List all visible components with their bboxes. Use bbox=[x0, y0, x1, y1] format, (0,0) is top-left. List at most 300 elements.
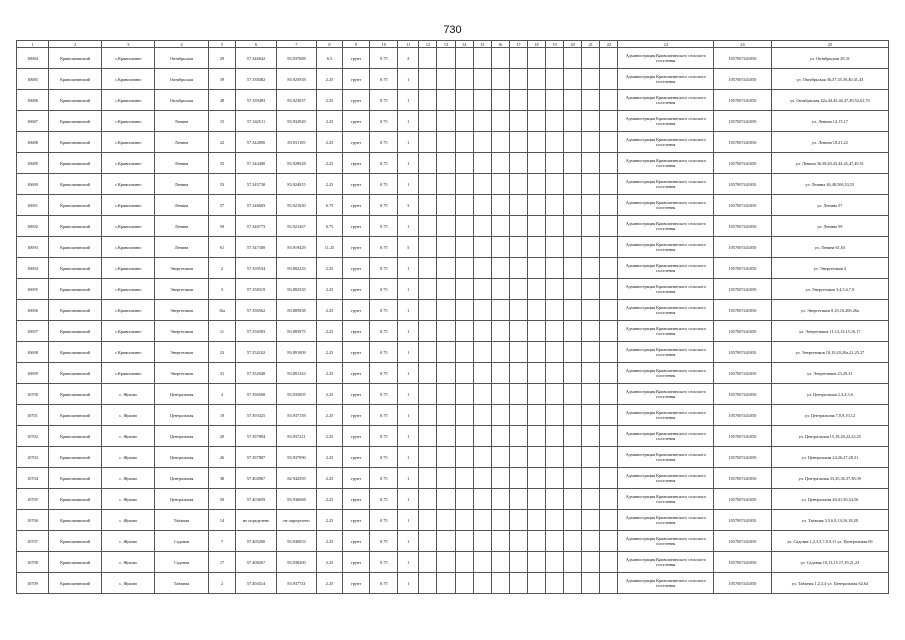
table-cell: 83.938200 bbox=[276, 552, 316, 573]
table-cell: 11.25 bbox=[317, 237, 343, 258]
table-row bbox=[17, 321, 889, 342]
table-cell bbox=[582, 489, 600, 510]
table-cell bbox=[437, 426, 455, 447]
table-cell bbox=[527, 216, 545, 237]
table-row bbox=[17, 489, 889, 510]
table-cell bbox=[437, 552, 455, 573]
table-cell: Садовая bbox=[155, 531, 208, 552]
table-cell: Кривошеинский bbox=[48, 552, 101, 573]
table-cell: 1057007441050 bbox=[714, 216, 771, 237]
table-cell: 10707 bbox=[17, 531, 49, 552]
table-cell: 1057007441050 bbox=[714, 174, 771, 195]
table-cell: Администрация Кривошеинского сельского поселения bbox=[618, 363, 714, 384]
table-cell: Ленина bbox=[155, 237, 208, 258]
table-row bbox=[17, 216, 889, 237]
table-cell bbox=[564, 300, 582, 321]
table-cell bbox=[419, 447, 437, 468]
table-cell bbox=[473, 279, 491, 300]
table-cell bbox=[582, 216, 600, 237]
table-cell: 2.25 bbox=[317, 468, 343, 489]
table-cell: 0.75 bbox=[370, 279, 398, 300]
table-cell: Кривошеинский bbox=[48, 174, 101, 195]
table-cell bbox=[437, 132, 455, 153]
table-cell: с. Жуково bbox=[102, 447, 155, 468]
table-cell bbox=[546, 153, 564, 174]
table-cell bbox=[455, 216, 473, 237]
table-cell: грунт bbox=[342, 132, 370, 153]
table-cell bbox=[527, 384, 545, 405]
table-cell: Администрация Кривошеинского сельского поселения bbox=[618, 531, 714, 552]
table-cell: 83.935005 bbox=[276, 384, 316, 405]
table-cell: 2.25 bbox=[317, 258, 343, 279]
table-cell: Администрация Кривошеинского сельского поселения bbox=[618, 405, 714, 426]
table-cell: Администрация Кривошеинского сельского поселения bbox=[618, 69, 714, 90]
table-cell: 0.75 bbox=[370, 447, 398, 468]
table-cell: 1 bbox=[398, 258, 419, 279]
table-cell: 1 bbox=[398, 447, 419, 468]
table-cell bbox=[419, 279, 437, 300]
table-cell: ул. Энергетиков 23,29,31 bbox=[771, 363, 888, 384]
table-cell: ул. Центральная 2,3,4,5,6 bbox=[771, 384, 888, 405]
table-cell bbox=[527, 132, 545, 153]
table-cell: Кривошеинский bbox=[48, 531, 101, 552]
table-cell: 2.25 bbox=[317, 573, 343, 594]
table-cell: Администрация Кривошеинского сельского поселения bbox=[618, 153, 714, 174]
table-cell bbox=[600, 111, 618, 132]
table-cell: 83.928928 bbox=[276, 153, 316, 174]
table-cell bbox=[509, 90, 527, 111]
table-cell bbox=[600, 174, 618, 195]
table-cell bbox=[491, 363, 509, 384]
table-cell: Администрация Кривошеинского сельского поселения bbox=[618, 321, 714, 342]
table-cell: Ленина bbox=[155, 111, 208, 132]
table-cell bbox=[491, 531, 509, 552]
column-header: 13 bbox=[437, 41, 455, 48]
table-cell bbox=[473, 321, 491, 342]
table-cell: 16а bbox=[208, 300, 236, 321]
table-cell bbox=[546, 111, 564, 132]
table-cell: 57.397894 bbox=[236, 426, 276, 447]
table-cell bbox=[564, 153, 582, 174]
table-cell: ул. Садовая 1,2,3,5,7,8,9,11 ул. Центральная 69 bbox=[771, 531, 888, 552]
table-cell: 0.75 bbox=[370, 321, 398, 342]
table-cell: 57 bbox=[208, 195, 236, 216]
table-cell: Кривошеинский bbox=[48, 153, 101, 174]
table-cell: 2.25 bbox=[317, 321, 343, 342]
table-cell: 1 bbox=[398, 342, 419, 363]
table-cell: Администрация Кривошеинского сельского поселения bbox=[618, 426, 714, 447]
table-cell bbox=[564, 342, 582, 363]
table-cell: 1 bbox=[398, 132, 419, 153]
table-cell: ул. Центральная 15,18,20,22,23,25 bbox=[771, 426, 888, 447]
table-cell: 1057007441050 bbox=[714, 132, 771, 153]
table-cell bbox=[455, 468, 473, 489]
table-cell: Администрация Кривошеинского сельского поселения bbox=[618, 132, 714, 153]
table-cell bbox=[564, 573, 582, 594]
table-cell bbox=[419, 531, 437, 552]
table-cell: 10702 bbox=[17, 426, 49, 447]
table-cell bbox=[419, 489, 437, 510]
table-cell: Администрация Кривошеинского сельского поселения bbox=[618, 552, 714, 573]
table-cell bbox=[564, 216, 582, 237]
table-cell bbox=[509, 447, 527, 468]
table-cell: 0.75 bbox=[370, 237, 398, 258]
table-cell bbox=[491, 90, 509, 111]
table-cell: 10701 bbox=[17, 405, 49, 426]
table-cell: 2.25 bbox=[317, 111, 343, 132]
table-row bbox=[17, 384, 889, 405]
table-cell: 1 bbox=[398, 363, 419, 384]
table-cell: не определено bbox=[276, 510, 316, 531]
table-cell: грунт bbox=[342, 363, 370, 384]
table-cell bbox=[455, 279, 473, 300]
table-cell: 1 bbox=[398, 426, 419, 447]
table-cell: 10704 bbox=[17, 468, 49, 489]
table-cell: Кривошеинский bbox=[48, 216, 101, 237]
table-cell: 23 bbox=[208, 342, 236, 363]
table-cell bbox=[455, 552, 473, 573]
table-cell bbox=[546, 531, 564, 552]
table-cell bbox=[600, 69, 618, 90]
table-cell: ул. Октябрьская 36,37,35,39,40,41,43 bbox=[771, 69, 888, 90]
table-cell: 10706 bbox=[17, 510, 49, 531]
table-cell: 10693 bbox=[17, 237, 49, 258]
table-cell bbox=[455, 69, 473, 90]
table-row bbox=[17, 132, 889, 153]
table-row bbox=[17, 552, 889, 573]
table-cell: ул. Энергетиков 11,12,13,15,16,17 bbox=[771, 321, 888, 342]
table-cell: 1057007441050 bbox=[714, 384, 771, 405]
table-cell: 1 bbox=[398, 111, 419, 132]
table-cell bbox=[546, 321, 564, 342]
table-cell: Администрация Кривошеинского сельского поселения bbox=[618, 279, 714, 300]
table-cell bbox=[473, 258, 491, 279]
table-cell: Администрация Кривошеинского сельского поселения bbox=[618, 174, 714, 195]
table-cell bbox=[546, 447, 564, 468]
table-cell: 0.75 bbox=[370, 48, 398, 69]
table-cell: 10685 bbox=[17, 69, 49, 90]
table-cell: 1 bbox=[398, 279, 419, 300]
table-cell bbox=[509, 573, 527, 594]
table-cell bbox=[419, 90, 437, 111]
table-row bbox=[17, 153, 889, 174]
table-cell bbox=[419, 510, 437, 531]
table-cell: с.Кривошеино bbox=[102, 111, 155, 132]
table-cell: 2.25 bbox=[317, 489, 343, 510]
table-cell: ул. Центральная 40,41,50,34,56 bbox=[771, 489, 888, 510]
table-cell bbox=[437, 384, 455, 405]
table-cell: ул. Энергетиков 8,10,16,20б,26а bbox=[771, 300, 888, 321]
table-cell bbox=[564, 258, 582, 279]
table-cell: Таёжная bbox=[155, 573, 208, 594]
table-cell: Администрация Кривошеинского сельского поселения bbox=[618, 300, 714, 321]
table-cell bbox=[600, 132, 618, 153]
table-cell bbox=[491, 174, 509, 195]
table-cell bbox=[419, 468, 437, 489]
table-cell: Кривошеинский bbox=[48, 573, 101, 594]
table-cell: ул. Ленина 57 bbox=[771, 195, 888, 216]
table-cell: Кривошеинский bbox=[48, 384, 101, 405]
table-cell: грунт bbox=[342, 384, 370, 405]
table-cell: Кривошеинский bbox=[48, 363, 101, 384]
column-header: 12 bbox=[419, 41, 437, 48]
table-cell: 83.883975 bbox=[276, 321, 316, 342]
table-cell bbox=[600, 90, 618, 111]
table-cell bbox=[437, 342, 455, 363]
table-row bbox=[17, 69, 889, 90]
table-cell: 26 bbox=[208, 447, 236, 468]
table-cell: 10 bbox=[208, 405, 236, 426]
table-cell bbox=[437, 573, 455, 594]
table-cell bbox=[509, 552, 527, 573]
table-row bbox=[17, 468, 889, 489]
table-cell bbox=[564, 426, 582, 447]
table-cell: 3 bbox=[208, 279, 236, 300]
table-cell bbox=[455, 405, 473, 426]
table-cell: 2.25 bbox=[317, 552, 343, 573]
table-cell: 1057007441050 bbox=[714, 279, 771, 300]
table-cell bbox=[473, 195, 491, 216]
table-cell: грунт bbox=[342, 153, 370, 174]
table-cell: 83.924915 bbox=[276, 174, 316, 195]
table-cell: Администрация Кривошеинского сельского поселения bbox=[618, 342, 714, 363]
table-cell: 1057007441050 bbox=[714, 447, 771, 468]
table-cell bbox=[582, 279, 600, 300]
table-cell: 10703 bbox=[17, 447, 49, 468]
table-cell bbox=[600, 447, 618, 468]
table-cell: 48 bbox=[208, 90, 236, 111]
table-cell bbox=[527, 237, 545, 258]
table-cell: Администрация Кривошеинского сельского поселения bbox=[618, 258, 714, 279]
table-cell: Центральная bbox=[155, 468, 208, 489]
column-header: 3 bbox=[102, 41, 155, 48]
table-cell: 0.75 bbox=[370, 132, 398, 153]
table-cell bbox=[546, 132, 564, 153]
column-header: 11 bbox=[398, 41, 419, 48]
table-cell: 17 bbox=[208, 552, 236, 573]
column-header: 19 bbox=[546, 41, 564, 48]
table-cell: 1057007441050 bbox=[714, 489, 771, 510]
table-cell bbox=[527, 69, 545, 90]
table-cell bbox=[582, 195, 600, 216]
table-cell bbox=[509, 531, 527, 552]
table-cell: 2 bbox=[398, 48, 419, 69]
table-cell bbox=[491, 111, 509, 132]
table-cell: 10709 bbox=[17, 573, 49, 594]
table-cell bbox=[600, 237, 618, 258]
table-cell bbox=[509, 237, 527, 258]
table-row bbox=[17, 342, 889, 363]
table-cell bbox=[509, 489, 527, 510]
table-cell bbox=[527, 552, 545, 573]
table-cell bbox=[509, 48, 527, 69]
table-cell bbox=[600, 552, 618, 573]
table-cell: Кривошеинский bbox=[48, 195, 101, 216]
table-cell: 83.936068 bbox=[276, 489, 316, 510]
table-cell: Центральная bbox=[155, 426, 208, 447]
table-cell: Администрация Кривошеинского сельского поселения bbox=[618, 216, 714, 237]
table-cell: грунт bbox=[342, 216, 370, 237]
table-cell bbox=[546, 489, 564, 510]
table-cell bbox=[564, 510, 582, 531]
table-cell: 35 bbox=[208, 153, 236, 174]
table-cell: 20 bbox=[208, 426, 236, 447]
table-cell bbox=[600, 405, 618, 426]
table-cell: 2 bbox=[208, 573, 236, 594]
table-cell: 57.342800 bbox=[236, 132, 276, 153]
table-cell: Центральная bbox=[155, 405, 208, 426]
table-cell: грунт bbox=[342, 573, 370, 594]
table-cell: с. Жуково bbox=[102, 468, 155, 489]
table-cell bbox=[455, 321, 473, 342]
table-cell bbox=[582, 153, 600, 174]
table-cell: 83.885838 bbox=[276, 300, 316, 321]
table-row bbox=[17, 237, 889, 258]
table-cell: 10699 bbox=[17, 363, 49, 384]
table-cell: Кривошеинский bbox=[48, 321, 101, 342]
table-cell bbox=[419, 321, 437, 342]
table-cell: 2.25 bbox=[317, 447, 343, 468]
column-header: 24 bbox=[714, 41, 771, 48]
table-cell bbox=[419, 216, 437, 237]
table-cell: 57.403659 bbox=[236, 489, 276, 510]
table-cell bbox=[564, 384, 582, 405]
table-cell bbox=[419, 426, 437, 447]
table-cell bbox=[419, 195, 437, 216]
table-cell: Энергетиков bbox=[155, 342, 208, 363]
table-cell: 57.339483 bbox=[236, 90, 276, 111]
table-cell: 1 bbox=[398, 321, 419, 342]
table-cell bbox=[527, 531, 545, 552]
table-cell: 1 bbox=[398, 153, 419, 174]
table-cell: 6.75 bbox=[317, 195, 343, 216]
table-cell: Кривошеинский bbox=[48, 111, 101, 132]
table-cell: Кривошеинский bbox=[48, 510, 101, 531]
table-row bbox=[17, 174, 889, 195]
column-header: 2 bbox=[48, 41, 101, 48]
table-cell: грунт bbox=[342, 69, 370, 90]
table-cell: грунт bbox=[342, 531, 370, 552]
table-cell: 1057007441050 bbox=[714, 426, 771, 447]
table-cell: грунт bbox=[342, 510, 370, 531]
table-cell bbox=[527, 111, 545, 132]
table-cell: Администрация Кривошеинского сельского поселения bbox=[618, 111, 714, 132]
table-cell: грунт bbox=[342, 300, 370, 321]
table-cell bbox=[600, 384, 618, 405]
table-cell bbox=[582, 237, 600, 258]
table-cell: 1057007441050 bbox=[714, 510, 771, 531]
table-cell bbox=[491, 153, 509, 174]
table-cell bbox=[527, 153, 545, 174]
table-cell bbox=[473, 405, 491, 426]
table-cell bbox=[473, 552, 491, 573]
column-header: 1 bbox=[17, 41, 49, 48]
table-cell bbox=[473, 573, 491, 594]
table-cell bbox=[455, 573, 473, 594]
table-cell: 2.25 bbox=[317, 384, 343, 405]
table-cell: 57.396568 bbox=[236, 384, 276, 405]
registry-table bbox=[16, 40, 889, 594]
table-row bbox=[17, 510, 889, 531]
table-cell bbox=[527, 405, 545, 426]
table-cell bbox=[473, 426, 491, 447]
table-cell bbox=[600, 48, 618, 69]
table-cell: 83.891343 bbox=[276, 363, 316, 384]
table-cell bbox=[582, 132, 600, 153]
table-cell bbox=[564, 468, 582, 489]
table-cell: 2.25 bbox=[317, 174, 343, 195]
table-cell: ул. Центральная 7,8,9,10,12 bbox=[771, 405, 888, 426]
table-cell bbox=[582, 531, 600, 552]
table-cell: Администрация Кривошеинского сельского поселения bbox=[618, 384, 714, 405]
table-cell: 1057007441050 bbox=[714, 405, 771, 426]
table-cell bbox=[546, 573, 564, 594]
column-header: 16 bbox=[491, 41, 509, 48]
table-cell: 0.75 bbox=[370, 531, 398, 552]
table-cell bbox=[473, 363, 491, 384]
table-cell: 2.25 bbox=[317, 363, 343, 384]
table-cell: с. Жуково bbox=[102, 573, 155, 594]
table-cell: с.Кривошеино bbox=[102, 300, 155, 321]
table-cell: 2.25 bbox=[317, 279, 343, 300]
table-cell bbox=[491, 447, 509, 468]
table-cell bbox=[546, 384, 564, 405]
table-cell: 10692 bbox=[17, 216, 49, 237]
table-cell bbox=[437, 279, 455, 300]
table-cell bbox=[455, 195, 473, 216]
table-cell: 83.931105 bbox=[276, 132, 316, 153]
table-cell: 15 bbox=[208, 111, 236, 132]
table-cell: с.Кривошеино bbox=[102, 132, 155, 153]
table-body bbox=[17, 48, 889, 594]
table-cell bbox=[546, 48, 564, 69]
table-cell: 1057007441050 bbox=[714, 69, 771, 90]
table-cell: Ленина bbox=[155, 174, 208, 195]
table-cell: 1 bbox=[398, 510, 419, 531]
table-cell bbox=[527, 48, 545, 69]
table-cell: 2.25 bbox=[317, 90, 343, 111]
table-cell bbox=[564, 111, 582, 132]
table-cell: 57.346642 bbox=[236, 48, 276, 69]
table-cell: 6.75 bbox=[317, 216, 343, 237]
table-cell: с.Кривошеино bbox=[102, 69, 155, 90]
table-cell: 57.346683 bbox=[236, 195, 276, 216]
table-cell: 3 bbox=[398, 195, 419, 216]
table-cell bbox=[455, 300, 473, 321]
column-header: 20 bbox=[564, 41, 582, 48]
table-cell: 57.356583 bbox=[236, 321, 276, 342]
table-cell bbox=[491, 321, 509, 342]
table-cell: грунт bbox=[342, 426, 370, 447]
table-cell: 0.75 bbox=[370, 258, 398, 279]
table-cell: 6.5 bbox=[317, 48, 343, 69]
table-cell bbox=[473, 510, 491, 531]
table-cell bbox=[527, 426, 545, 447]
table-cell: Центральная bbox=[155, 447, 208, 468]
table-cell bbox=[509, 468, 527, 489]
table-cell bbox=[491, 405, 509, 426]
table-cell bbox=[600, 468, 618, 489]
table-cell: ул. Таёжная 1,2,3,4 ул. Центральная 62,64 bbox=[771, 573, 888, 594]
table-cell bbox=[546, 342, 564, 363]
table-cell: 57.358319 bbox=[236, 279, 276, 300]
table-cell: 0.75 bbox=[370, 363, 398, 384]
table-cell: с. Жуково bbox=[102, 405, 155, 426]
table-cell bbox=[546, 300, 564, 321]
table-cell: Центральная bbox=[155, 489, 208, 510]
table-cell bbox=[600, 321, 618, 342]
table-cell: 0.75 bbox=[370, 342, 398, 363]
